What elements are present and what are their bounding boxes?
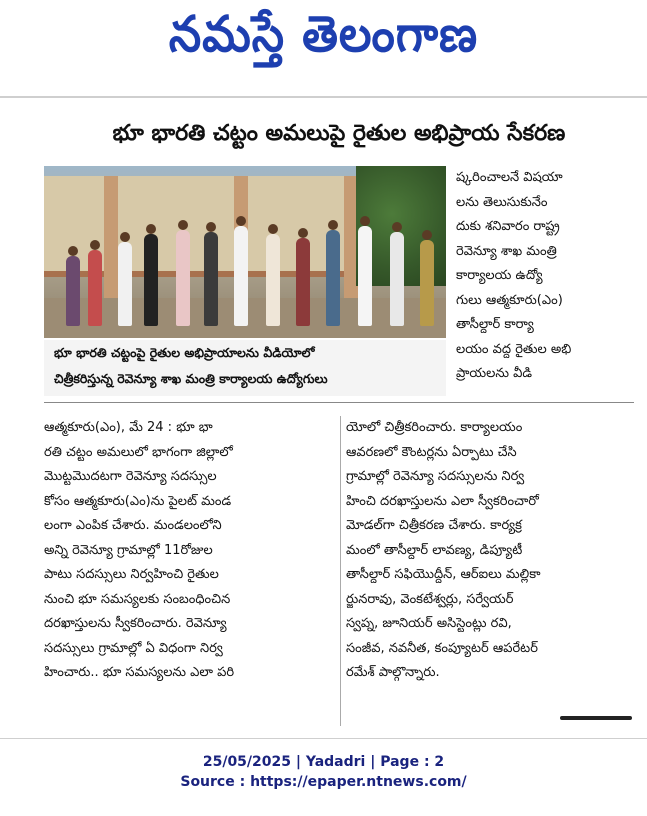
text-line: గ్రామాల్లో రెవెన్యూ సదస్సులను నిర్వ	[346, 469, 525, 484]
photo-person	[420, 240, 434, 326]
column-separator	[44, 402, 634, 403]
text-line: హించారు.. భూ సమస్యలను ఎలా పరి	[44, 665, 235, 680]
photo-person	[296, 238, 310, 326]
article-column-left	[44, 416, 334, 686]
text-line: ష్కరించాలనే విషయా	[456, 170, 563, 185]
footer-edition-info: 25/05/2025 | Yadadri | Page : 2	[202, 754, 445, 770]
text-line: మంలో తాసీల్దార్ లావణ్య, డిప్యూటీ	[346, 542, 523, 558]
text-line: సంజీవ, నవనీత, కంప్యూటర్ ఆపరేటర్	[346, 640, 538, 656]
photo-person	[66, 256, 80, 326]
text-line: సదస్సులు గ్రామాల్లో ఏ విధంగా నిర్వ	[44, 640, 223, 656]
text-line: ఆత్మకూరు(ఎం), మే 24 : భూ భా	[44, 420, 213, 435]
text-line: లను తెలుసుకునేం	[456, 194, 548, 210]
masthead-divider	[0, 96, 647, 98]
text-line: అన్ని రెవెన్యూ గ్రామాల్లో 11రోజుల	[44, 542, 213, 558]
text-line: లయం వద్ద రైతుల అభి	[456, 341, 572, 357]
text-line: దుకు శనివారం రాష్ట్ర	[456, 219, 560, 234]
text-line: పాటు సదస్సులు నిర్వహించి రైతుల	[44, 567, 219, 582]
footer-source-link[interactable]: Source : https://epaper.ntnews.com/	[180, 774, 467, 790]
text-line: నుంచి భూ సమస్యలకు సంబంధించిన	[44, 591, 231, 607]
photo-person	[204, 232, 218, 326]
page-footer	[0, 752, 647, 792]
masthead	[0, 0, 647, 80]
text-line: కోసం ఆత్మకూరు(ఎం)ను పైలట్ మండ	[44, 493, 232, 509]
text-line: రమేశ్ పాల్గొన్నారు.	[346, 665, 440, 680]
photo-person	[390, 232, 404, 326]
photo-person	[358, 226, 372, 326]
photo-person	[144, 234, 158, 326]
footer-divider	[0, 738, 647, 739]
text-line: ప్రాయలను వీడి	[456, 366, 532, 381]
article-photo	[44, 166, 446, 338]
photo-person	[326, 230, 340, 326]
text-line: దరఖాస్తులను స్వీకరించారు. రెవెన్యూ	[44, 616, 227, 631]
text-line: రతి చట్టం అమలులో భాగంగా జిల్లాలో	[44, 444, 233, 460]
text-line: కార్యాలయ ఉద్యో	[456, 268, 543, 283]
text-line: స్వప్న, జూనియర్ అసిస్టెంట్లు రవి,	[346, 616, 512, 631]
photo-person	[118, 242, 132, 326]
text-line: లంగా ఎంపిక చేశారు. మండలంలోని	[44, 518, 222, 533]
newspaper-logo-title: నమస్తే తెలంగాణ	[168, 4, 479, 63]
text-line: మోడల్‌గా చిత్రీకరణ చేశారు. కార్యక్ర	[346, 518, 522, 533]
article-column-right-top	[456, 166, 636, 387]
photo-person	[266, 234, 280, 326]
photo-caption-line: చిత్రీకరిస్తున్న రెవెన్యూ శాఖ మంత్రి కార్యాలయ ఉద్యోగులు	[54, 371, 328, 386]
text-line: రెవెన్యూ శాఖ మంత్రి	[456, 243, 557, 259]
article-column-right	[346, 416, 636, 686]
photo-caption	[44, 340, 446, 396]
text-line: యోలో చిత్రీకరించారు. కార్యాలయం	[346, 420, 523, 435]
photo-person	[176, 230, 190, 326]
article-end-mark	[560, 716, 632, 720]
photo-person	[234, 226, 248, 326]
text-line: మొట్టమొదటగా రెవెన్యూ సదస్సుల	[44, 469, 217, 484]
text-line: ర్జునరావు, వెంకటేశ్వర్లు, సర్వేయర్	[346, 591, 514, 607]
photo-caption-line: భూ భారతి చట్టంపై రైతుల అభిప్రాయాలను వీడియోలో	[54, 345, 315, 360]
text-line: ఆవరణలో కౌంటర్లను ఏర్పాటు చేసి	[346, 444, 517, 460]
column-divider	[340, 416, 341, 726]
photo-person	[88, 250, 102, 326]
text-line: తాసీల్దార్ సఫియొద్దీన్, ఆర్ఐలు మల్లికా	[346, 567, 541, 582]
text-line: హించి దరఖాస్తులను ఎలా స్వీకరించారో	[346, 493, 539, 509]
text-line: గులు ఆత్మకూరు(ఎం)	[456, 292, 563, 308]
article-headline: భూ భారతి చట్టం అమలుపై రైతుల అభిప్రాయ సేకరణ	[112, 121, 566, 146]
text-line: తాసీల్దార్ కార్యా	[456, 317, 534, 332]
